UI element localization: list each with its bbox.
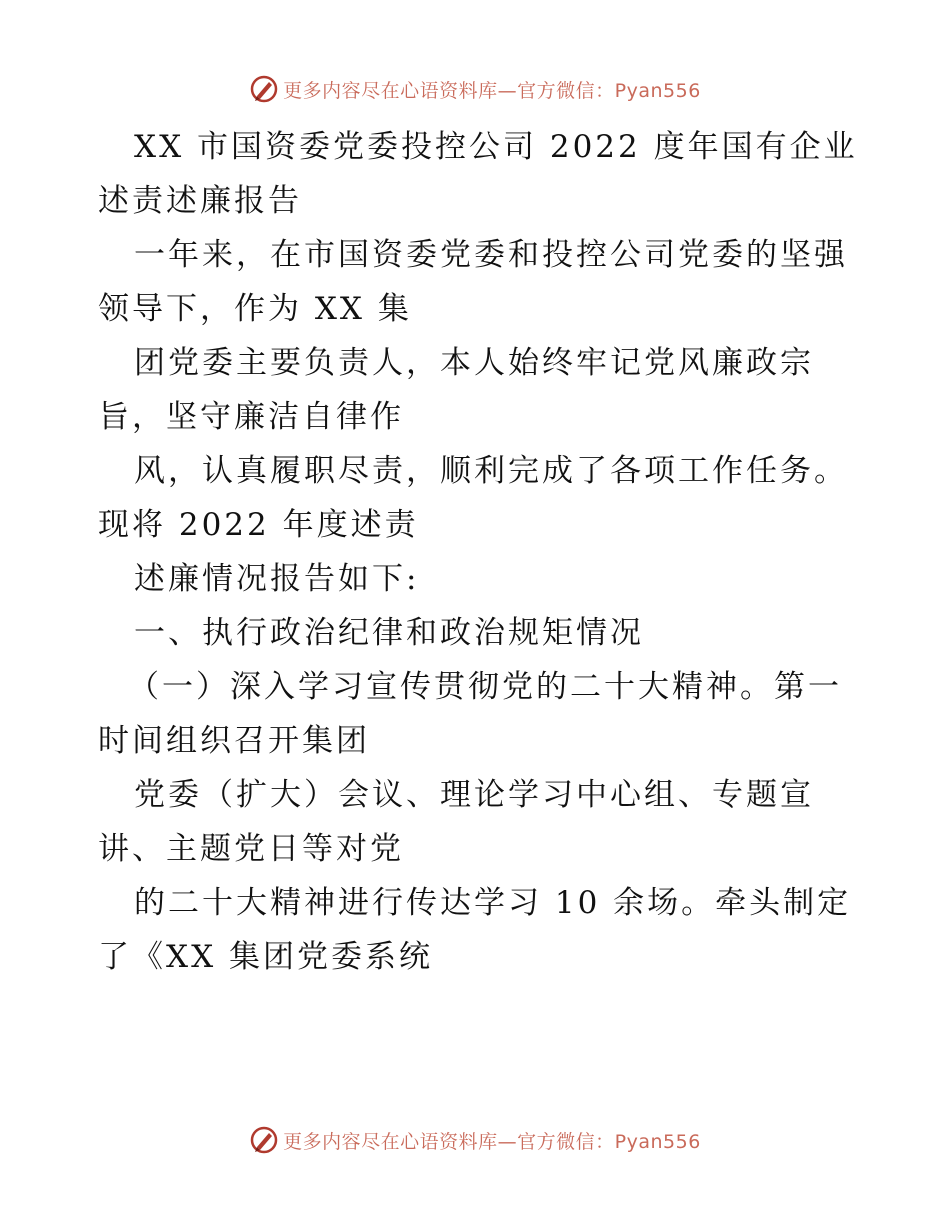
body-line: 旨，坚守廉洁自律作: [98, 399, 404, 435]
body-line: 一年来，在市国资委党委和投控公司党委的坚强: [134, 237, 848, 273]
subsection-heading: （一）深入学习宣传贯彻党的二十大精神。第一: [128, 669, 842, 705]
pen-logo-icon: [249, 1125, 279, 1155]
body-line: 团党委主要负责人，本人始终牢记党风廉政宗: [134, 345, 814, 381]
body-line: 党委（扩大）会议、理论学习中心组、专题宣: [134, 777, 814, 813]
document-body: [98, 120, 858, 984]
title-line-2: 述责述廉报告: [98, 183, 302, 219]
body-line: 风，认真履职尽责，顺利完成了各项工作任务。: [134, 453, 848, 489]
section-heading: 一、执行政治纪律和政治规矩情况: [134, 615, 644, 651]
body-line: 现将 2022 年度述责: [98, 507, 419, 543]
watermark-text: 更多内容尽在心语资料库—官方微信：Pyan556: [283, 1130, 701, 1153]
body-line: 时间组织召开集团: [98, 723, 370, 759]
title-line-1: XX 市国资委党委投控公司 2022 度年国有企业: [134, 129, 858, 165]
watermark-text: 更多内容尽在心语资料库—官方微信：Pyan556: [283, 79, 701, 102]
body-line: 的二十大精神进行传达学习 10 余场。牵头制定: [134, 885, 852, 921]
body-line: 讲、主题党日等对党: [98, 831, 404, 867]
body-line: 领导下，作为 XX 集: [98, 291, 412, 327]
pen-logo-icon: [249, 74, 279, 104]
header-watermark: [0, 72, 950, 106]
body-line: 述廉情况报告如下:: [134, 561, 420, 597]
footer-watermark: [0, 1123, 950, 1157]
body-line: 了《XX 集团党委系统: [98, 939, 433, 975]
